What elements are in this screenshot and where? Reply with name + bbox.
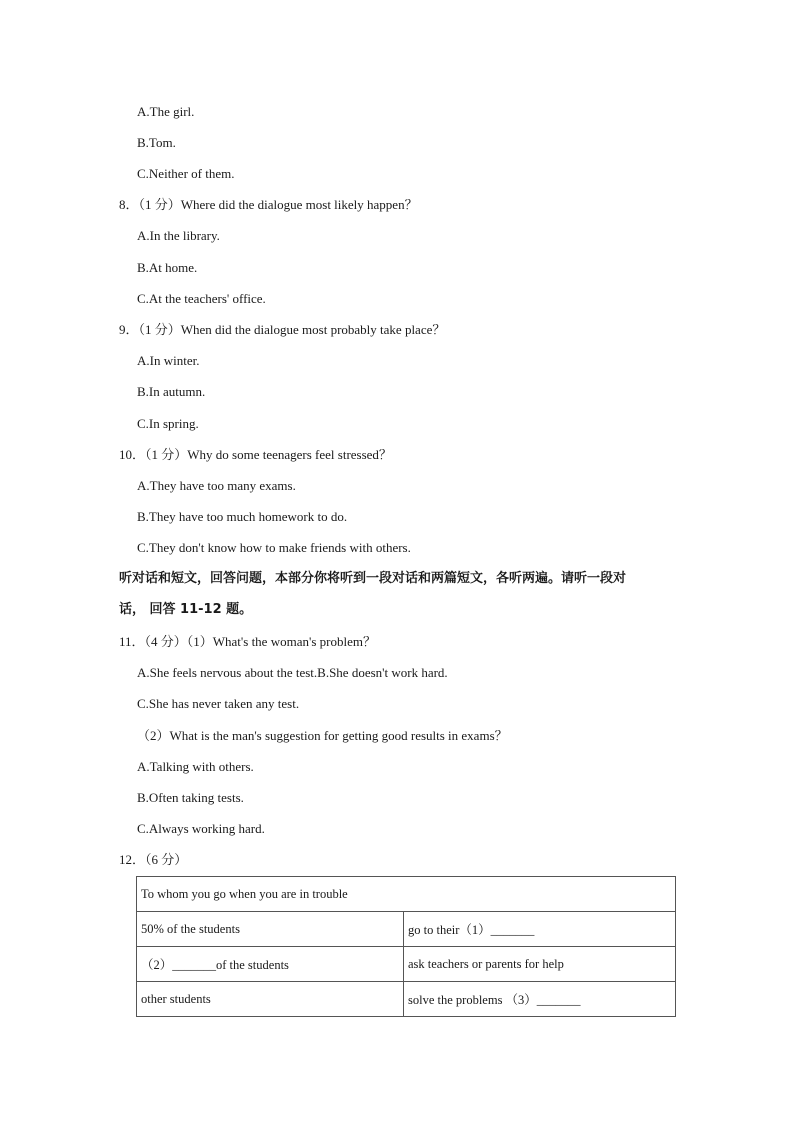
q8-option-a: A.In the library. bbox=[137, 228, 220, 243]
q11-part1-option-c: C.She has never taken any test. bbox=[137, 696, 300, 711]
q9-option-c: C.In spring. bbox=[137, 416, 199, 431]
table-title-row bbox=[137, 877, 676, 912]
q10-option-a: A.They have too many exams. bbox=[137, 478, 296, 493]
q10-option-b: B.They have too much homework to do. bbox=[137, 509, 348, 524]
q10-option-c: C.They don't know how to make friends with others. bbox=[137, 540, 411, 555]
q11-stem: 11．（4 分）（1）What's the woman's problem？ bbox=[119, 634, 376, 649]
q11-part2-option-c: C.Always working hard. bbox=[137, 821, 265, 836]
table-row bbox=[137, 912, 676, 947]
table-title: To whom you go when you are in trouble bbox=[137, 877, 676, 912]
table-cell: go to their（1）_______ bbox=[404, 912, 676, 947]
q10-stem: 10．（1 分）Why do some teenagers feel stressed？ bbox=[119, 447, 392, 462]
q8-stem: 8．（1 分）Where did the dialogue most likely happen？ bbox=[119, 197, 418, 212]
q11-part1-options-ab: A.She feels nervous about the test.B.She doesn't work hard. bbox=[137, 665, 448, 680]
q7-option-a: A.The girl. bbox=[137, 104, 195, 119]
table-row bbox=[137, 947, 676, 982]
q12-stem: 12．（6 分） bbox=[119, 852, 188, 867]
q12-table bbox=[136, 876, 676, 1017]
q11-part2-stem: （2）What is the man's suggestion for getting good results in exams？ bbox=[137, 728, 508, 743]
section-instruction-line1: 听对话和短文，回答问题，本部分你将听到一段对话和两篇短文，各听两遍。请听一段对 bbox=[119, 571, 627, 586]
q7-option-b: B.Tom. bbox=[137, 135, 176, 150]
table-cell: other students bbox=[137, 982, 404, 1017]
q8-option-b: B.At home. bbox=[137, 260, 198, 275]
table-cell: solve the problems （3）_______ bbox=[404, 982, 676, 1017]
q11-part2-option-a: A.Talking with others. bbox=[137, 759, 254, 774]
table-cell: 50% of the students bbox=[137, 912, 404, 947]
q7-option-c: C.Neither of them. bbox=[137, 166, 235, 181]
table-cell: ask teachers or parents for help bbox=[404, 947, 676, 982]
q9-stem: 9．（1 分）When did the dialogue most probably take place？ bbox=[119, 322, 446, 337]
table-cell: （2）_______of the students bbox=[137, 947, 404, 982]
q11-part2-option-b: B.Often taking tests. bbox=[137, 790, 244, 805]
q8-option-c: C.At the teachers' office. bbox=[137, 291, 266, 306]
q9-option-a: A.In winter. bbox=[137, 353, 200, 368]
section-instruction-line2: 话， 回答 11-12 题。 bbox=[119, 602, 253, 617]
q9-option-b: B.In autumn. bbox=[137, 384, 206, 399]
table-row bbox=[137, 982, 676, 1017]
